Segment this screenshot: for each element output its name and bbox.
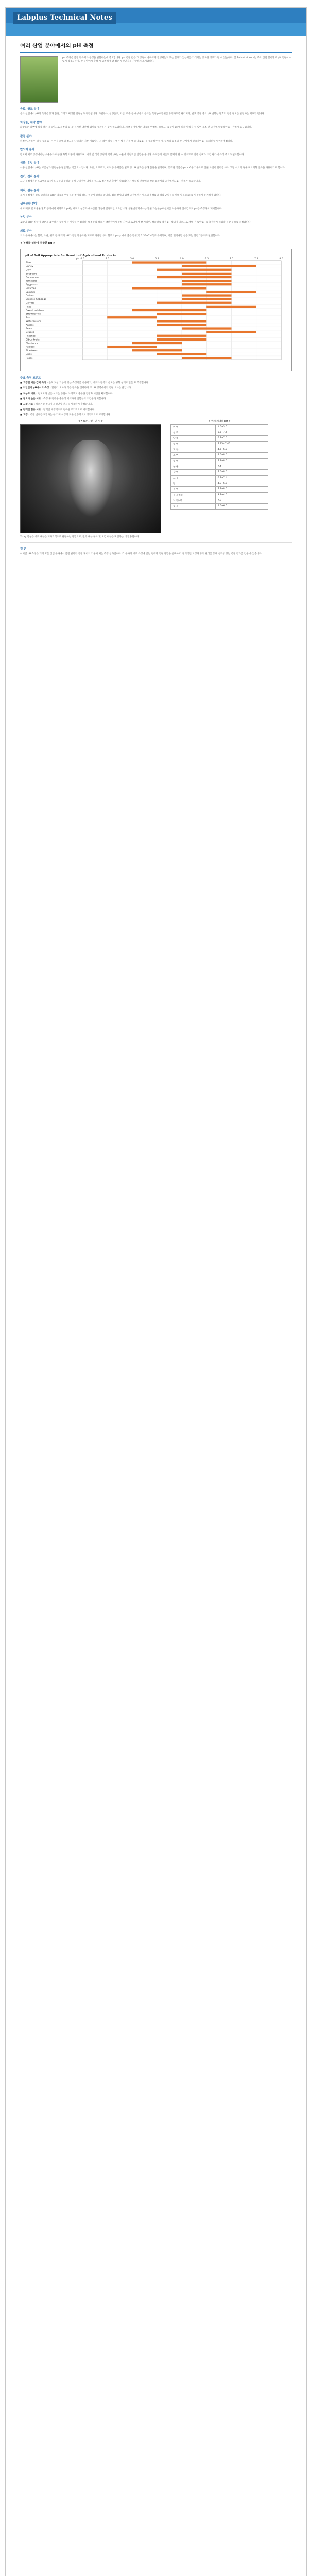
table-cell: 7.35~7.45 xyxy=(215,441,268,447)
x-tick-label: 6.0 xyxy=(180,257,184,260)
category-label: Carrots xyxy=(26,302,34,305)
table-row xyxy=(171,458,268,464)
section-heading: 농업 분야 xyxy=(20,216,32,219)
bullet-label: ■ 단백질 함유 시료 : xyxy=(20,409,43,411)
chart-inner-title: pH of Soil Appropriate for Growth of Agricultural Products xyxy=(25,253,116,257)
bullet-label: ■ 점도가 높은 시료 : xyxy=(20,398,43,401)
category-label: Pine trees xyxy=(26,349,38,352)
category-label: Lilies xyxy=(26,353,32,356)
range-bar xyxy=(132,261,207,263)
section-heading: 결 론 xyxy=(20,547,27,551)
section-text: 도금 공정에서는 도금액의 pH가 도금층의 품질과 두께 균일성에 영향을 주므로 정기적인 측정이 필요합니다. 배터리 전해액과 각종 표면처리 공정에서도 pH 관리가 중요합니다. xyxy=(20,180,201,183)
list-item xyxy=(20,386,292,390)
category-label: Onions xyxy=(26,295,34,298)
category-label: Rice xyxy=(26,262,31,265)
category-label: Watermelons xyxy=(26,320,42,323)
section-text: 제지 공정에서 펄프 슬러리의 pH는 약품의 반응성과 종이의 강도, 색상에 영향을 줍니다. 섬유 산업의 염색 공정에서는 염료의 흡착률과 색의 균일성을 위해 염욕의 pH를 일정하게 유지해야 합니다. xyxy=(20,194,221,197)
range-bar xyxy=(157,338,207,341)
category-label: Tea xyxy=(26,316,30,319)
range-bar xyxy=(157,269,232,271)
section-heading: 화장품, 제약 분야 xyxy=(20,121,42,125)
range-bar xyxy=(206,291,256,293)
range-bar xyxy=(157,302,232,304)
table-cell: 5.5~6.5 xyxy=(215,503,268,509)
page-title: 여러 산업 분야에서의 pH 측정 xyxy=(20,43,94,49)
list-item xyxy=(20,413,292,417)
x-tick-label: 7.0 xyxy=(229,257,234,260)
table-row xyxy=(171,481,268,486)
table-cell: 정 액 xyxy=(171,486,216,492)
x-axis-label: pH xyxy=(76,257,79,260)
category-label: Tomatoes xyxy=(26,280,37,283)
range-bar xyxy=(132,287,207,289)
range-bar xyxy=(157,324,207,326)
category-label: Pears xyxy=(26,328,32,331)
table-row xyxy=(171,469,268,475)
page xyxy=(5,7,307,2576)
range-bar xyxy=(132,349,182,351)
header-stripe xyxy=(6,23,306,36)
bullet-text: 측정 후 전극을 충분히 세척하여 접합부의 오염을 방지합니다. xyxy=(43,398,107,401)
section-text: 하천수, 지하수, 폐수 등의 pH는 수질 오염의 정도를 나타내는 기본 지표입니다. 폐수 방류 시에는 법적 기준 범위 내로 pH를 중화해야 하며, 수처리 공정의 각 단계에서 연속적인 pH 모니터링이 이루어집니다. xyxy=(20,140,233,143)
section-text: 토양의 pH는 작물이 양분을 흡수하는 능력에 큰 영향을 미칩니다. 대부분의 작물은 약산성에서 중성 사이의 토양에서 잘 자라며, 작물별로 적정 pH 범위가 다르므로 재배 전 토양 pH를 측정하여 석회나 유황 등으로 조정합니다. xyxy=(20,221,251,224)
xray-figure xyxy=(20,419,161,539)
table-row xyxy=(171,430,268,435)
table-cell: 7.4 xyxy=(215,464,268,469)
category-label: Potatoes xyxy=(26,287,36,290)
section-heading: 반도체 분야 xyxy=(20,148,34,151)
section-text: 반도체 제조 공정에서는 초순수와 다양한 화학 약품이 사용되며, 세정 및 식각 공정의 약액 pH는 수율에 직접적인 영향을 줍니다. 극미량의 이온도 문제가 될 수 있으므로 전극 선택과 오염 관리에 특히 주의가 필요합니다. xyxy=(20,153,245,156)
lab-photo-image xyxy=(20,56,58,103)
table-cell: 6.8~7.4 xyxy=(215,475,268,481)
section-heading: 제지, 섬유 분야 xyxy=(20,189,40,192)
table-row xyxy=(171,441,268,447)
divider xyxy=(20,542,292,543)
section-text: 식품 산업에서 pH는 보존성과 안전성을 판단하는 핵심 요소입니다. 우유, 요구르트, 치즈 등 유제품은 발효 중 pH 변화를 통해 품질을 관리하며, 통조림 식품은 pH 4.6을 기준으로 살균 조건이 달라집니다. 고형 시료의 경우 찌르기형 전극을 사용하기도 합니다. xyxy=(20,167,286,170)
section-heading: 생명공학 분야 xyxy=(20,202,38,206)
bullet-text: 단백질 세정액으로 전극을 주기적으로 세척합니다. xyxy=(43,409,95,411)
table-cell: 4.5~8.0 xyxy=(215,452,268,458)
table-cell: 콧 물 xyxy=(171,503,216,509)
category-label: Roses xyxy=(26,357,33,360)
intro-block xyxy=(20,56,292,103)
range-bar xyxy=(107,346,157,348)
bullet-list xyxy=(20,381,292,417)
x-tick-label: 4.0 xyxy=(80,257,84,260)
range-bar xyxy=(206,331,256,333)
title-underline xyxy=(20,52,292,53)
soil-ph-chart-svg xyxy=(21,249,291,369)
section-heading: 전기, 전자 분야 xyxy=(20,175,40,179)
table-row xyxy=(171,435,268,441)
category-label: Strawberries xyxy=(26,313,41,316)
body-fluid-ph-table xyxy=(170,424,268,510)
section-text: 음료 산업에서 pH의 측정은 맛과 품질, 그리고 미생물 안정성과 직결됩니다. 과일주스, 청량음료, 와인, 맥주 등 대부분의 음료는 특정 pH 범위를 유지하도록 관리되며, 발효 공정 중의 pH 변화는 발효의 진행 정도를 판단하는 지표가 됩니다. xyxy=(20,113,265,115)
table-row xyxy=(171,498,268,503)
table-cell: 모 유 xyxy=(171,475,216,481)
bullets-heading: 주요 측정 포인트 xyxy=(20,376,41,380)
article-content xyxy=(6,36,306,556)
table-cell: 3.8~4.5 xyxy=(215,492,268,498)
category-label: Grapes xyxy=(26,331,34,334)
table-cell: 1.5~3.5 xyxy=(215,424,268,430)
section-heading: 음료, 양조 분야 xyxy=(20,108,40,111)
section-text: 이처럼 pH 측정은 거의 모든 산업 분야에서 품질 관리와 공정 제어의 기본이 되는 측정 항목입니다. 각 분야의 시료 특성에 맞는 전극과 측정 방법을 선택하고, 정기적인 교정과 유지 관리를 통해 신뢰성 있는 측정 결과를 얻을 수 있습니다. xyxy=(20,552,263,555)
table-row xyxy=(171,447,268,452)
table-cell: 피 부 xyxy=(171,447,216,452)
category-label: Eggplants xyxy=(26,283,38,286)
range-bar xyxy=(182,280,232,282)
bullet-label: ■ 교정 : xyxy=(20,414,30,417)
table-cell: 장 액 xyxy=(171,469,216,475)
list-item xyxy=(20,397,292,401)
category-label: Sweet potatoes xyxy=(26,309,44,312)
bullet-label: ■ 약알칼리 pH에서의 측정 : xyxy=(20,387,51,390)
table-cell: 담 즙 xyxy=(171,435,216,441)
x-tick-label: 5.5 xyxy=(155,257,159,260)
xray-note: X-ray 영상은 시료 내부를 비파괴적으로 관찰하는 방법으로, 전극 내부 구조 및 오염 여부를 확인하는 데 활용됩니다. xyxy=(20,535,140,538)
x-tick-label: 7.5 xyxy=(254,257,258,260)
range-bar xyxy=(182,283,232,285)
table-row xyxy=(171,486,268,492)
bullet-text: 측정 범위를 포함하는 두 가지 이상의 표준 완충액으로 정기적으로 교정합니다. xyxy=(30,414,111,417)
table-cell: 7.8~8.0 xyxy=(215,458,268,464)
range-bar xyxy=(182,294,232,296)
category-label: Azaleas xyxy=(26,346,35,349)
table-row xyxy=(171,475,268,481)
x-tick-label: 4.5 xyxy=(105,257,109,260)
category-label: Apples xyxy=(26,324,34,327)
range-bar xyxy=(132,342,182,344)
range-bar xyxy=(182,298,232,300)
table-cell: 4.5~6.0 xyxy=(215,447,268,452)
bullet-label: ■ 고형 시료 : xyxy=(20,403,35,406)
closing-section xyxy=(20,547,292,556)
category-label: Corn xyxy=(26,269,31,272)
section-heading: 의료 분야 xyxy=(20,229,32,233)
range-bar xyxy=(206,306,256,308)
range-bar xyxy=(157,320,207,322)
table-cell: 혈 액 xyxy=(171,441,216,447)
bullet-text: 알칼리 오차가 적은 전극을 선택하여 고 pH 영역에서의 측정 오차를 줄입니다. xyxy=(51,387,132,390)
soil-ph-chart xyxy=(20,249,292,371)
bullet-label: ■ 고정밀 저온 검체 측정 : xyxy=(20,381,48,384)
x-tick-label: 5.0 xyxy=(130,257,134,260)
x-tick-label: 8.0 xyxy=(279,257,283,260)
table-cell: 4.0~6.8 xyxy=(215,481,268,486)
xray-caption: < X-ray 사진 (연구) > xyxy=(78,420,103,423)
list-item xyxy=(20,381,292,385)
figure-row xyxy=(20,419,292,539)
table-cell: 침 액 xyxy=(171,430,216,435)
table-cell: 위 액 xyxy=(171,424,216,430)
x-tick-label: 6.5 xyxy=(204,257,209,260)
range-bar xyxy=(132,309,207,311)
section-heading: 식품, 유업 분야 xyxy=(20,162,40,165)
list-item xyxy=(20,408,292,412)
category-label: Cucumbers xyxy=(26,276,40,279)
header-banner xyxy=(6,8,306,36)
range-bar xyxy=(157,353,207,355)
table-row xyxy=(171,452,268,458)
ph-table-wrap xyxy=(170,419,268,539)
table-cell: 7.3 xyxy=(215,498,268,503)
list-item xyxy=(20,403,292,406)
bullet-text: 찌르기형 전극이나 평면형 전극을 사용하여 측정합니다. xyxy=(36,403,93,406)
table-cell: 눈 물 xyxy=(171,464,216,469)
category-label: Barley xyxy=(26,265,33,268)
range-bar xyxy=(107,316,157,318)
table-caption: < 생체 체액의 pH > xyxy=(208,420,231,423)
range-bar xyxy=(157,335,207,337)
category-label: Chestnuts xyxy=(26,342,38,345)
xray-image xyxy=(20,424,161,533)
category-label: Peaches xyxy=(26,335,36,338)
bullet-text: 온도 보상 기능이 있는 측정기를 사용하고, 시료와 전극의 온도를 평형 상태로 만든 후 측정합니다. xyxy=(48,381,149,384)
table-row xyxy=(171,464,268,469)
table-cell: 6.8~7.0 xyxy=(215,435,268,441)
section-heading: 환경 분야 xyxy=(20,134,32,138)
table-cell: 소 변 xyxy=(171,452,216,458)
section-text: 의료 분야에서는 혈액, 소변, 위액 등 체액의 pH가 진단의 중요한 지표로 사용됩니다. 혈액의 pH는 매우 좁은 범위(약 7.35~7.45)로 유지되며, 이를 벗어나면 산증 또는 알칼리증으로 판단합니다. xyxy=(20,234,221,238)
table-cell: 췌 액 xyxy=(171,458,216,464)
site-logo[interactable]: Labplus Technical Notes xyxy=(13,12,116,24)
table-row xyxy=(171,492,268,498)
section-list xyxy=(20,107,292,238)
category-label: Soybeans xyxy=(26,273,38,276)
table-row xyxy=(171,503,268,509)
range-bar xyxy=(182,273,232,275)
section-text: 화장품은 피부에 직접 닿는 제품이므로 피부의 pH와 유사한 약산성 범위를 유지하는 것이 중요합니다. 제약 분야에서는 약품의 안정성, 용해도, 효능이 pH에 따라 달라질 수 있어 제조 전 공정에서 엄격한 pH 관리가 요구됩니다. xyxy=(20,126,252,129)
range-bar xyxy=(157,276,232,278)
category-label: Spinach xyxy=(26,291,36,294)
category-label: Citrus fruits xyxy=(26,338,40,342)
table-cell: 뇌척수액 xyxy=(171,498,216,503)
range-bar xyxy=(182,357,232,359)
list-item xyxy=(20,392,292,396)
range-bar xyxy=(157,313,207,315)
table-row xyxy=(171,424,268,430)
bullet-text: 전도도가 낮은 시료는 응답이 느리므로 충분한 안정화 시간을 확보합니다. xyxy=(38,392,113,395)
category-label: Peas xyxy=(26,306,31,309)
range-bar xyxy=(182,265,256,267)
chart-caption: < 농작물 성장에 적합한 pH > xyxy=(20,241,56,245)
table-cell: 7.5~8.0 xyxy=(215,469,268,475)
table-cell: 땀 xyxy=(171,481,216,486)
range-bar xyxy=(182,327,232,329)
intro-text: pH 측정은 품질의 유지와 공정을 관찰하는데 중요합니다. pH 측정 값은 그 공정이 올바르게 진행되는지 또는 문제가 있는지를 가리키는 중요한 정보가 될 수 있습니다. 본 Technical Note는 주요 산업 분야별로 pH 측정이 어떻게 활용되는지, 각 분야에서 측정 시 고려해야 할 점은 무엇인지를 간략하게 소개합니다. xyxy=(62,57,292,63)
section-text: 세포 배양 및 미생물 발효 공정에서 배양액의 pH는 세포의 성장과 대사산물 생성에 결정적인 요소입니다. 생물반응기에서는 멸균 가능한 pH 센서를 이용하여 실시간으로 pH를 측정하고 제어합니다. xyxy=(20,208,222,211)
bullet-label: ■ 저농도 시료 : xyxy=(20,392,38,395)
table-cell: 질 분비물 xyxy=(171,492,216,498)
category-label: Chinese Cabbage xyxy=(26,298,47,301)
table-cell: 6.5~7.5 xyxy=(215,430,268,435)
table-cell: 7.2~8.0 xyxy=(215,486,268,492)
